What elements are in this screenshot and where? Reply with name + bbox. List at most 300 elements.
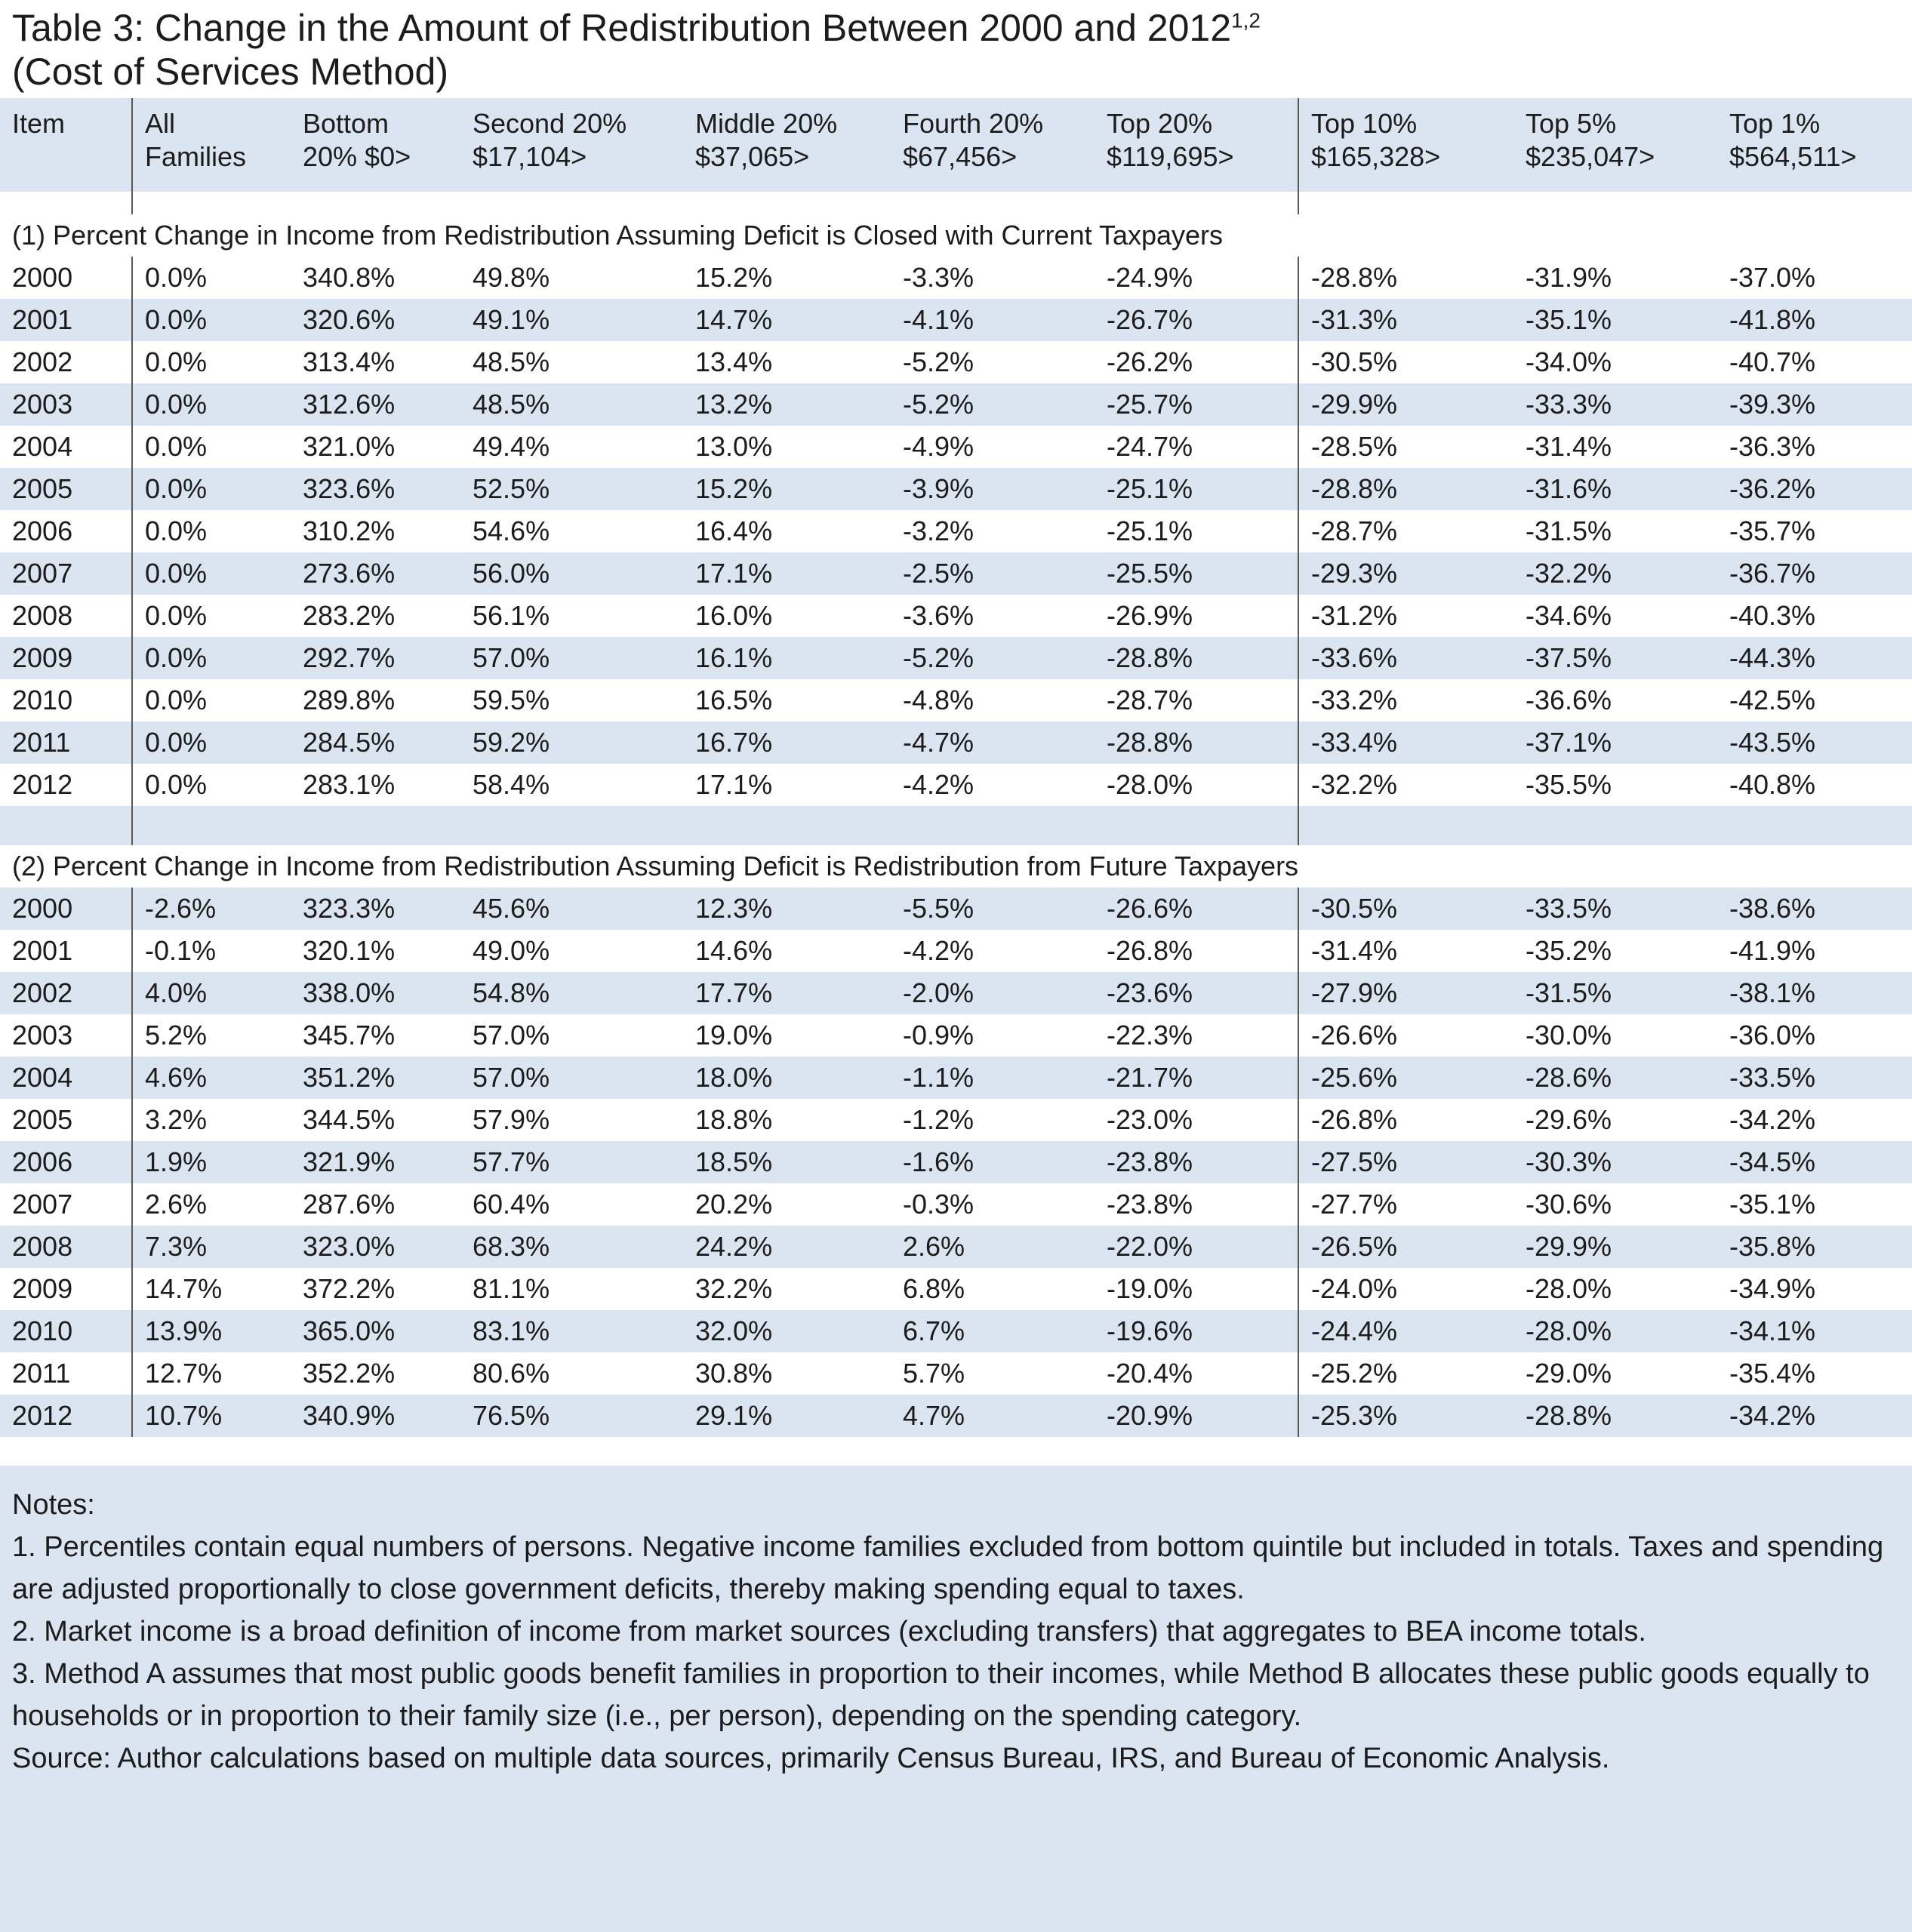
- value-cell: 16.7%: [695, 727, 773, 758]
- value-cell: 6.7%: [903, 1315, 965, 1346]
- year-cell: 2003: [0, 383, 132, 426]
- table-row: [0, 637, 1912, 679]
- value-cell: 0.0%: [145, 304, 208, 335]
- table-row: [0, 1352, 1912, 1395]
- column-header-line1: Fourth 20%: [903, 108, 1044, 139]
- column-header: [460, 98, 683, 192]
- source-line: Source: Author calculations based on multiple data sources, primarily Census Bureau, IRS, and Bureau of Economic Analysis.: [12, 1743, 1610, 1774]
- value-cell: -26.7%: [1107, 304, 1193, 335]
- value-cell: -40.7%: [1729, 346, 1816, 377]
- value-cell: -2.0%: [903, 977, 974, 1008]
- spacer-cell: [1513, 192, 1717, 214]
- column-header-line2: Families: [145, 141, 247, 172]
- value-cell: 340.8%: [303, 262, 396, 293]
- note-line-2: 2. Market income is a broad definition of income from market sources (excluding transfers) that aggregates to BEA income totals.: [12, 1616, 1646, 1647]
- value-cell: 49.4%: [473, 431, 550, 462]
- value-cell: 1.9%: [145, 1146, 208, 1177]
- notes-block: [0, 1466, 1912, 1932]
- value-cell: 16.4%: [695, 515, 773, 546]
- column-header-line2: $17,104>: [473, 141, 587, 172]
- value-cell: 3.2%: [145, 1104, 208, 1135]
- value-cell: -40.3%: [1729, 600, 1816, 631]
- value-cell: 7.3%: [145, 1231, 208, 1262]
- value-cell: -29.0%: [1526, 1358, 1612, 1389]
- year-cell: 2006: [0, 1141, 132, 1183]
- value-cell: -28.0%: [1107, 769, 1193, 800]
- value-cell: -28.8%: [1107, 727, 1193, 758]
- table-row: [0, 888, 1912, 930]
- spacer-cell: [132, 192, 291, 214]
- value-cell: 0.0%: [145, 389, 208, 420]
- year-cell: 2000: [0, 257, 132, 299]
- spacer-cell: [291, 806, 460, 845]
- value-cell: -34.5%: [1729, 1146, 1816, 1177]
- table-row: [0, 721, 1912, 764]
- value-cell: -25.7%: [1107, 389, 1193, 420]
- table-row: [0, 1057, 1912, 1099]
- value-cell: 5.2%: [145, 1020, 208, 1051]
- value-cell: 24.2%: [695, 1231, 773, 1262]
- value-cell: 13.0%: [695, 431, 773, 462]
- column-header: [891, 98, 1095, 192]
- table-row: [0, 1226, 1912, 1268]
- table-row: [0, 383, 1912, 426]
- column-header-line2: $119,695>: [1107, 141, 1234, 172]
- value-cell: 12.7%: [145, 1358, 223, 1389]
- value-cell: -27.9%: [1298, 972, 1513, 1014]
- redistribution-table: [0, 98, 1912, 1437]
- year-cell: 2002: [0, 341, 132, 383]
- spacer-row: [0, 806, 1912, 845]
- value-cell: -30.5%: [1298, 888, 1513, 930]
- value-cell: -33.5%: [1729, 1062, 1816, 1093]
- year-cell: 2012: [0, 764, 132, 806]
- value-cell: 57.7%: [473, 1146, 550, 1177]
- year-cell: 2002: [0, 972, 132, 1014]
- spacer-cell: [1298, 806, 1513, 845]
- value-cell: 372.2%: [303, 1273, 396, 1304]
- column-header: [291, 98, 460, 192]
- value-cell: 323.6%: [303, 473, 396, 504]
- value-cell: 15.2%: [695, 473, 773, 504]
- value-cell: 32.0%: [695, 1315, 773, 1346]
- value-cell: 273.6%: [303, 558, 396, 589]
- value-cell: -28.7%: [1107, 685, 1193, 715]
- value-cell: -23.8%: [1107, 1146, 1193, 1177]
- value-cell: 17.1%: [695, 769, 773, 800]
- value-cell: -5.2%: [903, 389, 974, 420]
- value-cell: -27.5%: [1298, 1141, 1513, 1183]
- value-cell: -4.2%: [903, 769, 974, 800]
- table-row: [0, 510, 1912, 552]
- value-cell: 289.8%: [303, 685, 396, 715]
- column-header: [1298, 98, 1513, 192]
- value-cell: -31.5%: [1526, 977, 1612, 1008]
- spacer-cell: [1095, 192, 1298, 214]
- value-cell: 0.0%: [145, 515, 208, 546]
- value-cell: 16.5%: [695, 685, 773, 715]
- value-cell: -31.3%: [1298, 299, 1513, 341]
- value-cell: -4.7%: [903, 727, 974, 758]
- table-row: [0, 679, 1912, 721]
- value-cell: -22.0%: [1107, 1231, 1193, 1262]
- value-cell: 68.3%: [473, 1231, 550, 1262]
- value-cell: 76.5%: [473, 1400, 550, 1431]
- value-cell: -24.9%: [1107, 262, 1193, 293]
- notes-label: Notes:: [12, 1489, 95, 1521]
- value-cell: -25.2%: [1298, 1352, 1513, 1395]
- value-cell: 59.2%: [473, 727, 550, 758]
- value-cell: 29.1%: [695, 1400, 773, 1431]
- table-row: [0, 299, 1912, 341]
- table-row: [0, 930, 1912, 972]
- value-cell: -4.9%: [903, 431, 974, 462]
- table-row: [0, 595, 1912, 637]
- year-cell: 2003: [0, 1014, 132, 1057]
- value-cell: -29.3%: [1298, 552, 1513, 595]
- value-cell: -33.6%: [1298, 637, 1513, 679]
- value-cell: -31.5%: [1526, 515, 1612, 546]
- value-cell: -35.5%: [1526, 769, 1612, 800]
- value-cell: 16.1%: [695, 642, 773, 673]
- value-cell: -41.8%: [1729, 304, 1816, 335]
- column-header-line1: Bottom: [303, 108, 389, 139]
- value-cell: -26.9%: [1107, 600, 1193, 631]
- value-cell: -42.5%: [1729, 685, 1816, 715]
- value-cell: 57.0%: [473, 642, 550, 673]
- table-row: [0, 1014, 1912, 1057]
- value-cell: 30.8%: [695, 1358, 773, 1389]
- year-cell: 2008: [0, 1226, 132, 1268]
- value-cell: -34.1%: [1729, 1315, 1816, 1346]
- value-cell: -34.9%: [1729, 1273, 1816, 1304]
- value-cell: -1.1%: [903, 1062, 974, 1093]
- value-cell: -24.0%: [1298, 1268, 1513, 1310]
- value-cell: 310.2%: [303, 515, 396, 546]
- value-cell: -28.7%: [1298, 510, 1513, 552]
- value-cell: 338.0%: [303, 977, 396, 1008]
- value-cell: 57.0%: [473, 1062, 550, 1093]
- column-header-line2: $564,511>: [1729, 141, 1857, 172]
- year-cell: 2006: [0, 510, 132, 552]
- value-cell: -31.9%: [1526, 262, 1612, 293]
- value-cell: 14.6%: [695, 935, 773, 966]
- table-row: [0, 468, 1912, 510]
- value-cell: -33.5%: [1526, 893, 1612, 924]
- value-cell: 60.4%: [473, 1189, 550, 1220]
- value-cell: 54.6%: [473, 515, 550, 546]
- value-cell: 52.5%: [473, 473, 550, 504]
- value-cell: -4.8%: [903, 685, 974, 715]
- section-heading-row: [0, 845, 1912, 888]
- value-cell: -30.6%: [1526, 1189, 1612, 1220]
- year-cell: 2007: [0, 1183, 132, 1226]
- value-cell: 13.9%: [145, 1315, 223, 1346]
- value-cell: -19.6%: [1107, 1315, 1193, 1346]
- column-header: [1095, 98, 1298, 192]
- value-cell: -25.5%: [1107, 558, 1193, 589]
- value-cell: 20.2%: [695, 1189, 773, 1220]
- spacer-cell: [0, 192, 132, 214]
- value-cell: -21.7%: [1107, 1062, 1193, 1093]
- value-cell: 323.3%: [303, 893, 396, 924]
- value-cell: -31.2%: [1298, 595, 1513, 637]
- value-cell: 0.0%: [145, 600, 208, 631]
- year-cell: 2001: [0, 930, 132, 972]
- value-cell: 0.0%: [145, 473, 208, 504]
- value-cell: -34.2%: [1729, 1104, 1816, 1135]
- spacer-cell: [460, 806, 683, 845]
- table-title: [12, 6, 1900, 50]
- value-cell: -3.2%: [903, 515, 974, 546]
- value-cell: -20.4%: [1107, 1358, 1193, 1389]
- value-cell: 320.1%: [303, 935, 396, 966]
- value-cell: -28.8%: [1107, 642, 1193, 673]
- value-cell: -31.6%: [1526, 473, 1612, 504]
- value-cell: 0.0%: [145, 558, 208, 589]
- column-header-line1: Top 10%: [1311, 108, 1418, 139]
- value-cell: -25.3%: [1298, 1395, 1513, 1437]
- value-cell: 80.6%: [473, 1358, 550, 1389]
- value-cell: 49.8%: [473, 262, 550, 293]
- value-cell: 58.4%: [473, 769, 550, 800]
- value-cell: 57.0%: [473, 1020, 550, 1051]
- value-cell: 49.0%: [473, 935, 550, 966]
- value-cell: 0.0%: [145, 346, 208, 377]
- year-cell: 2007: [0, 552, 132, 595]
- value-cell: -29.6%: [1526, 1104, 1612, 1135]
- value-cell: 49.1%: [473, 304, 550, 335]
- spacer-cell: [132, 806, 291, 845]
- value-cell: 0.0%: [145, 642, 208, 673]
- value-cell: 283.2%: [303, 600, 396, 631]
- value-cell: -26.8%: [1107, 935, 1193, 966]
- value-cell: -25.1%: [1107, 515, 1193, 546]
- value-cell: -38.1%: [1729, 977, 1816, 1008]
- value-cell: 312.6%: [303, 389, 396, 420]
- table-row: [0, 764, 1912, 806]
- table-row: [0, 552, 1912, 595]
- value-cell: 59.5%: [473, 685, 550, 715]
- column-header: [683, 98, 891, 192]
- value-cell: 6.8%: [903, 1273, 965, 1304]
- value-cell: 19.0%: [695, 1020, 773, 1051]
- value-cell: 313.4%: [303, 346, 396, 377]
- value-cell: 0.0%: [145, 769, 208, 800]
- table-row: [0, 1268, 1912, 1310]
- value-cell: 283.1%: [303, 769, 396, 800]
- value-cell: -35.4%: [1729, 1358, 1816, 1389]
- value-cell: 320.6%: [303, 304, 396, 335]
- value-cell: 0.0%: [145, 262, 208, 293]
- year-cell: 2011: [0, 1352, 132, 1395]
- value-cell: 32.2%: [695, 1273, 773, 1304]
- note-line-3: 3. Method A assumes that most public goods benefit families in proportion to their incomes, while Method B allocates these public goods equally to households or in proportion to their family size (i.e., per person), depending on the spending category.: [12, 1658, 1870, 1732]
- value-cell: 57.9%: [473, 1104, 550, 1135]
- value-cell: -29.9%: [1526, 1231, 1612, 1262]
- year-cell: 2004: [0, 426, 132, 468]
- column-header-line2: $37,065>: [695, 141, 810, 172]
- table-row: [0, 341, 1912, 383]
- header-row: [0, 98, 1912, 192]
- table-row: [0, 426, 1912, 468]
- value-cell: -22.3%: [1107, 1020, 1193, 1051]
- value-cell: -31.4%: [1298, 930, 1513, 972]
- value-cell: -1.6%: [903, 1146, 974, 1177]
- value-cell: -36.0%: [1729, 1020, 1816, 1051]
- column-header-line1: Item: [12, 108, 66, 139]
- value-cell: 18.0%: [695, 1062, 773, 1093]
- column-header-line2: $165,328>: [1311, 141, 1441, 172]
- value-cell: 4.0%: [145, 977, 208, 1008]
- value-cell: -24.4%: [1298, 1310, 1513, 1352]
- value-cell: -27.7%: [1298, 1183, 1513, 1226]
- value-cell: -36.2%: [1729, 473, 1816, 504]
- spacer-cell: [891, 806, 1095, 845]
- value-cell: -32.2%: [1298, 764, 1513, 806]
- value-cell: -34.2%: [1729, 1400, 1816, 1431]
- value-cell: -37.0%: [1729, 262, 1816, 293]
- value-cell: -4.2%: [903, 935, 974, 966]
- value-cell: -38.6%: [1729, 893, 1816, 924]
- value-cell: -5.5%: [903, 893, 974, 924]
- value-cell: 340.9%: [303, 1400, 396, 1431]
- value-cell: -35.1%: [1729, 1189, 1816, 1220]
- column-header-line1: Top 1%: [1729, 108, 1821, 139]
- value-cell: -35.1%: [1526, 304, 1612, 335]
- value-cell: 17.1%: [695, 558, 773, 589]
- value-cell: -25.6%: [1298, 1057, 1513, 1099]
- value-cell: -28.8%: [1526, 1400, 1612, 1431]
- value-cell: -23.6%: [1107, 977, 1193, 1008]
- column-header-line2: $67,456>: [903, 141, 1018, 172]
- year-cell: 2009: [0, 637, 132, 679]
- value-cell: -34.0%: [1526, 346, 1612, 377]
- year-cell: 2010: [0, 679, 132, 721]
- spacer-cell: [291, 192, 460, 214]
- year-cell: 2009: [0, 1268, 132, 1310]
- value-cell: 13.4%: [695, 346, 773, 377]
- value-cell: -44.3%: [1729, 642, 1816, 673]
- value-cell: 10.7%: [145, 1400, 223, 1431]
- value-cell: 2.6%: [903, 1231, 965, 1262]
- value-cell: -23.8%: [1107, 1189, 1193, 1220]
- value-cell: -3.6%: [903, 600, 974, 631]
- note-line-1: 1. Percentiles contain equal numbers of persons. Negative income families excluded from bottom quintile but included in totals. Taxes and spending are adjusted proportionally to close government deficits, thereby making spending equal to taxes.: [12, 1531, 1884, 1605]
- value-cell: 54.8%: [473, 977, 550, 1008]
- spacer-cell: [1513, 806, 1717, 845]
- column-header: [1717, 98, 1912, 192]
- value-cell: -28.0%: [1526, 1315, 1612, 1346]
- value-cell: -0.3%: [903, 1189, 974, 1220]
- value-cell: -1.2%: [903, 1104, 974, 1135]
- value-cell: -23.0%: [1107, 1104, 1193, 1135]
- column-header: [0, 98, 132, 192]
- column-header-line1: Second 20%: [473, 108, 627, 139]
- value-cell: -26.8%: [1298, 1099, 1513, 1141]
- table-header: [0, 98, 1912, 192]
- value-cell: 18.5%: [695, 1146, 773, 1177]
- value-cell: -40.8%: [1729, 769, 1816, 800]
- value-cell: -20.9%: [1107, 1400, 1193, 1431]
- value-cell: 14.7%: [145, 1273, 223, 1304]
- value-cell: 48.5%: [473, 389, 550, 420]
- table-row: [0, 1183, 1912, 1226]
- value-cell: -35.2%: [1526, 935, 1612, 966]
- value-cell: 81.1%: [473, 1273, 550, 1304]
- spacer-cell: [1717, 192, 1912, 214]
- value-cell: -33.4%: [1298, 721, 1513, 764]
- spacer-cell: [0, 806, 132, 845]
- value-cell: -32.2%: [1526, 558, 1612, 589]
- value-cell: -5.2%: [903, 346, 974, 377]
- spacer-cell: [1095, 806, 1298, 845]
- value-cell: -39.3%: [1729, 389, 1816, 420]
- value-cell: 321.9%: [303, 1146, 396, 1177]
- year-cell: 2010: [0, 1310, 132, 1352]
- value-cell: 48.5%: [473, 346, 550, 377]
- value-cell: -43.5%: [1729, 727, 1816, 758]
- value-cell: -0.9%: [903, 1020, 974, 1051]
- spacer-cell: [891, 192, 1095, 214]
- value-cell: 18.8%: [695, 1104, 773, 1135]
- value-cell: 284.5%: [303, 727, 396, 758]
- year-cell: 2008: [0, 595, 132, 637]
- section-heading: (1) Percent Change in Income from Redistribution Assuming Deficit is Closed with Current Taxpayers: [12, 220, 1224, 251]
- value-cell: 323.0%: [303, 1231, 396, 1262]
- table-row: [0, 1141, 1912, 1183]
- value-cell: -36.3%: [1729, 431, 1816, 462]
- value-cell: 345.7%: [303, 1020, 396, 1051]
- value-cell: 292.7%: [303, 642, 396, 673]
- title-block: [0, 0, 1912, 98]
- value-cell: -30.0%: [1526, 1020, 1612, 1051]
- value-cell: -28.6%: [1526, 1062, 1612, 1093]
- year-cell: 2000: [0, 888, 132, 930]
- value-cell: 12.3%: [695, 893, 773, 924]
- table-row: [0, 1395, 1912, 1437]
- table-row: [0, 257, 1912, 299]
- value-cell: 4.6%: [145, 1062, 208, 1093]
- value-cell: -30.3%: [1526, 1146, 1612, 1177]
- table-title-text: Table 3: Change in the Amount of Redistribution Between 2000 and 2012: [12, 7, 1232, 49]
- year-cell: 2012: [0, 1395, 132, 1437]
- title-footnote-refs: 1,2: [1231, 8, 1261, 32]
- value-cell: 0.0%: [145, 685, 208, 715]
- value-cell: -36.7%: [1729, 558, 1816, 589]
- value-cell: 0.0%: [145, 431, 208, 462]
- column-header: [1513, 98, 1717, 192]
- column-header-line1: Middle 20%: [695, 108, 838, 139]
- value-cell: -26.5%: [1298, 1226, 1513, 1268]
- value-cell: -34.6%: [1526, 600, 1612, 631]
- column-header-line2: 20% $0>: [303, 141, 411, 172]
- section-heading-row: [0, 214, 1912, 257]
- value-cell: -3.9%: [903, 473, 974, 504]
- year-cell: 2005: [0, 468, 132, 510]
- value-cell: -0.1%: [145, 935, 217, 966]
- column-header-line1: All: [145, 108, 176, 139]
- value-cell: -5.2%: [903, 642, 974, 673]
- value-cell: -4.1%: [903, 304, 974, 335]
- value-cell: -29.9%: [1298, 383, 1513, 426]
- value-cell: -33.2%: [1298, 679, 1513, 721]
- value-cell: 16.0%: [695, 600, 773, 631]
- table-row: [0, 1099, 1912, 1141]
- year-cell: 2004: [0, 1057, 132, 1099]
- spacer-cell: [683, 806, 891, 845]
- value-cell: -36.6%: [1526, 685, 1612, 715]
